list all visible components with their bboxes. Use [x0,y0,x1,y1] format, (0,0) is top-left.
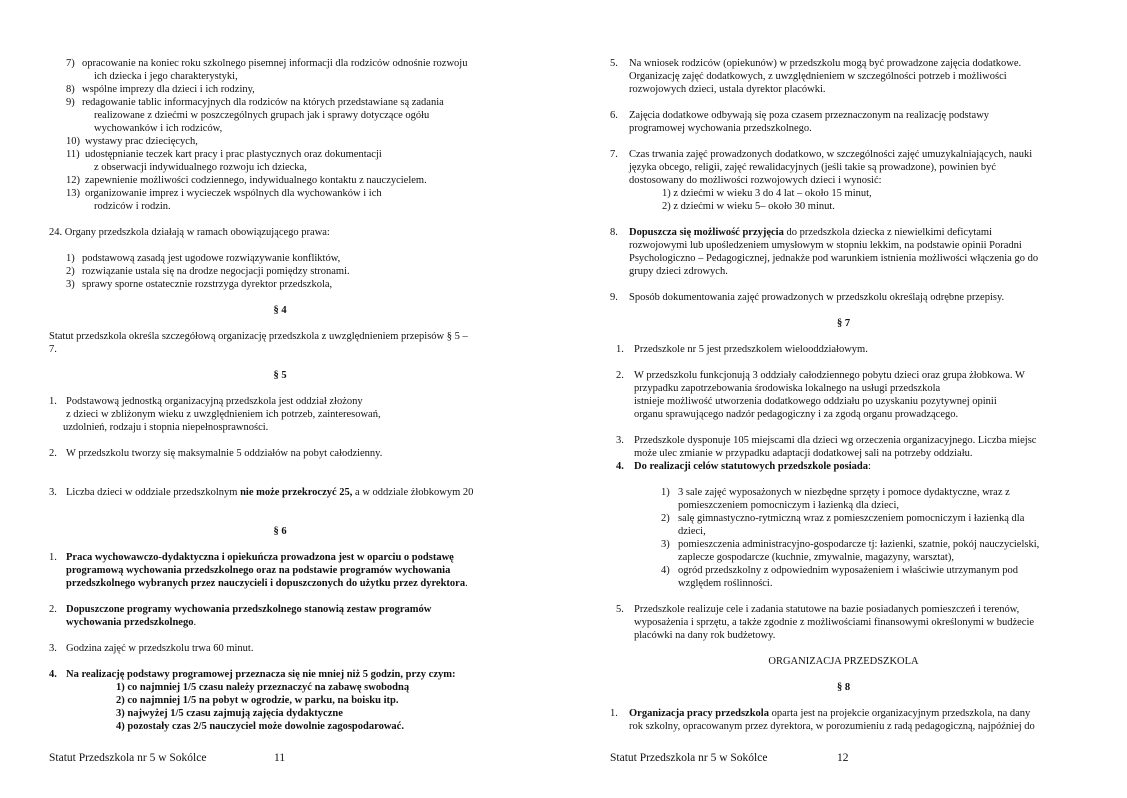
list-number: 7) [66,58,75,69]
list-item-text: zapewnienie możliwości codziennego, indywidualnego kontaktu z nauczycielem. [85,175,427,186]
list-number: 3. [616,435,624,446]
page-footer: Statut Przedszkola nr 5 w Sokólce [49,752,207,764]
list-number: 9. [610,292,618,303]
list-item-text: salę gimnastyczno-rytmiczną wraz z pomieszczeniem pomocniczym i łazienką dla [678,513,1025,524]
list-item-text: sprawy sporne ostatecznie rozstrzyga dyrektor przedszkola, [82,279,333,290]
section-6-point-4: Na realizację podstawy programowej przeznacza się nie mniej niż 5 godzin, przy czym: [66,669,456,680]
section-6-point-1: przedszkolnego wybranych przez nauczycieli i dopuszczonych do użytku przez dyrektora. [66,578,468,589]
list-number: 1. [49,552,57,563]
point-7-text: Czas trwania zajęć prowadzonych dodatkowo, w szczególności zajęć umuzykalniających, nauki [629,149,1033,160]
section-5-point-3: Liczba dzieci w oddziale przedszkolnym nie może przekroczyć 25, a w oddziale żłobkowym 20 [66,487,474,498]
list-number: 8) [66,84,75,95]
section-7-point-3: Przedszkole dysponuje 105 miejscami dla dzieci wg orzeczenia organizacyjnego. Liczba miejsc [634,435,1037,446]
list-number: 5. [610,58,618,69]
list-number: 4. [616,461,624,472]
list-number: 6. [610,110,618,121]
point-8-text: grupy dzieci zdrowych. [629,266,728,277]
section-8-point-1: rok szkolny, opracowanym przez dyrektora, w porozumieniu z radą pedagogiczną, najpóźniej do [629,721,1035,732]
list-item-text: wspólne imprezy dla dzieci i ich rodziny, [82,84,255,95]
list-number: 2) [661,513,670,524]
point-8-text: Dopuszcza się możliwość przyjęcia do przedszkola dziecka z niewielkimi deficytami [629,227,993,238]
list-number: 11) [66,149,80,160]
list-item-text: pomieszczenia administracyjno-gospodarcze tj: łazienki, szatnie, pokój nauczycielski, [678,539,1040,550]
list-item-text: redagowanie tablic informacyjnych dla rodziców na których przedstawiane są zadania [82,97,444,108]
duration-item: 2) z dziećmi w wieku 5– około 30 minut. [662,201,835,212]
page-footer: Statut Przedszkola nr 5 w Sokólce [610,752,768,764]
list-item-text: wystawy prac dziecięcych, [85,136,198,147]
section-4-text: 7. [49,344,57,355]
point-8-text: rozwojowymi lub upośledzeniem umysłowym w stopniu lekkim, na podstawie opinii Poradni [629,240,1022,251]
list-number: 3. [49,643,57,654]
section-7-point-5: Przedszkole realizuje cele i zadania statutowe na bazie posiadanych pomieszczeń i terenów, [634,604,1020,615]
point-5-text: Organizację zajęć dodatkowych, z uwzględnieniem w szczególności potrzeb i możliwości [629,71,1007,82]
right-page [560,0,1127,798]
page-number: 12 [837,752,849,764]
section-6-point-2: wychowania przedszkolnego. [66,617,197,628]
duration-item: 1) z dziećmi w wieku 3 do 4 lat – około 15 minut, [662,188,872,199]
list-number: 3) [661,539,670,550]
section-7-point-2: przypadku zapotrzebowania środowiska lokalnego na usługi przedszkola [634,383,941,394]
point-5-text: Na wniosek rodziców (opiekunów) w przedszkolu mogą być prowadzone zajęcia dodatkowe. [629,58,1022,69]
list-item-text: organizowanie imprez i wycieczek wspólnych dla wychowanków i ich [85,188,382,199]
list-number: 2. [616,370,624,381]
list-number: 2. [49,448,57,459]
list-number: 1. [49,396,57,407]
section-7-point-4: Do realizacji celów statutowych przedszkole posiada: [634,461,871,472]
list-number: 1) [66,253,75,264]
time-allocation-item: 3) najwyżej 1/5 czasu zajmują zajęcia dydaktyczne [116,708,343,719]
time-allocation-item: 2) co najmniej 1/5 na pobyt w ogrodzie, w parku, na boisku itp. [116,695,399,706]
section-7-point-2: organu sprawującego nadzór pedagogiczny i za zgodą organu prowadzącego. [634,409,959,420]
list-item-text: ogród przedszkolny z odpowiednim wyposażeniem i właściwie utrzymanym pod [678,565,1018,576]
list-number: 1. [610,708,618,719]
section-7-point-1: Przedszkole nr 5 jest przedszkolem wielooddziałowym. [634,344,868,355]
time-allocation-item: 4) pozostały czas 2/5 nauczyciel może dowolnie zagospodarować. [116,721,404,732]
list-item-text: zaplecze gospodarcze (kuchnie, zmywalnie, magazyny, warsztat), [678,552,954,563]
list-item-text: rozwiązanie ustala się na drodze negocjacji pomiędzy stronami. [82,266,350,277]
list-number: 10) [66,136,80,147]
section-7-point-2: W przedszkolu funkcjonują 3 oddziały całodziennego pobytu dzieci oraz grupa żłobkowa. W [634,370,1025,381]
point-7-text: języka obcego, religii, zajęć rewalidacyjnych (jeśli takie są prowadzone), powinien być [629,162,997,173]
point-8-text: Psychologiczno – Pedagogicznej, jednakże pod warunkiem istnienia możliwości włączenia go do [629,253,1039,264]
list-number: 2) [66,266,75,277]
paragraph-24: 24. Organy przedszkola działają w ramach obowiązującego prawa: [49,227,330,238]
list-item-text: podstawową zasadą jest ugodowe rozwiązywanie konfliktów, [82,253,341,264]
section-7-point-5: placówki na dany rok budżetowy. [634,630,776,641]
section-heading-5: § 5 [273,370,287,381]
list-item-text: względem roślinności. [678,578,773,589]
list-item-text: wychowanków i ich rodziców, [94,123,223,134]
section-8-point-1: Organizacja pracy przedszkola oparta jest na projekcie organizacyjnym przedszkola, na dany [629,708,1031,719]
list-item-text: rodziców i rodzin. [94,201,171,212]
point-6-text: programowej wychowania przedszkolnego. [629,123,812,134]
list-item-text: pomieszczeniem pomocniczym i łazienką dla dzieci, [678,500,899,511]
list-number: 3. [49,487,57,498]
section-6-point-2: Dopuszczone programy wychowania przedszkolnego stanowią zestaw programów [66,604,432,615]
section-6-point-1: Praca wychowawczo-dydaktyczna i opiekuńcza prowadzona jest w oparciu o podstawę [66,552,454,563]
list-number: 7. [610,149,618,160]
list-item-text: ich dziecka i jego charakterystyki, [94,71,238,82]
list-item-text: dzieci, [678,526,706,537]
list-item-text: realizowane z dziećmi w poszczególnych grupach jak i sprawy dotyczące ogółu [94,110,430,121]
section-4-text: Statut przedszkola określa szczegółową organizację przedszkola z uwzględnieniem przepisów § 5 – [49,331,468,342]
list-number: 1) [661,487,670,498]
section-6-point-3: Godzina zajęć w przedszkolu trwa 60 minut. [66,643,254,654]
list-number: 1. [616,344,624,355]
section-7-point-2: istnieje możliwość utworzenia dodatkowego oddziału po uzyskaniu pozytywnej opinii [634,396,997,407]
page-number: 11 [274,752,286,764]
list-item-text: opracowanie na koniec roku szkolnego pisemnej informacji dla rodziców odnośnie rozwoju [82,58,468,69]
list-number: 5. [616,604,624,615]
point-6-text: Zajęcia dodatkowe odbywają się poza czasem przeznaczonym na realizację podstawy [629,110,990,121]
list-item-text: z obserwacji indywidualnego rozwoju ich dziecka, [94,162,307,173]
section-7-point-5: wyposażenia i sprzętu, a także zgodnie z możliwościami finansowymi określonymi w budżecie [634,617,1035,628]
section-5-point-1: z dzieci w zbliżonym wieku z uwzględnieniem ich potrzeb, zainteresowań, [66,409,381,420]
point-5-text: rozwojowych dzieci, ustala dyrektor placówki. [629,84,826,95]
section-5-point-2: W przedszkolu tworzy się maksymalnie 5 oddziałów na pobyt całodzienny. [66,448,383,459]
list-number: 2. [49,604,57,615]
time-allocation-item: 1) co najmniej 1/5 czasu należy przeznaczyć na zabawę swobodną [116,682,410,693]
list-item-text: 3 sale zajęć wyposażonych w niezbędne sprzęty i pomoce dydaktyczne, wraz z [678,487,1010,498]
section-heading-8: § 8 [836,682,851,693]
list-number: 12) [66,175,80,186]
left-page [0,0,560,798]
list-item-text: udostępnianie teczek kart pracy i prac plastycznych oraz dokumentacji [85,149,382,160]
point-7-text: dostosowany do możliwości rozwojowych dzieci i wynosić: [629,175,882,186]
section-heading-4: § 4 [273,305,287,316]
list-number: 8. [610,227,618,238]
list-number: 13) [66,188,80,199]
section-5-point-1: Podstawową jednostką organizacyjną przedszkola jest oddział złożony [66,396,363,407]
section-7-point-3: może ulec zmianie w przypadku adaptacji dodatkowej sali na potrzeby oddziału. [634,448,973,459]
point-9-text: Sposób dokumentowania zajęć prowadzonych w przedszkolu określają odrębne przepisy. [629,292,1005,303]
section-heading-6: § 6 [273,526,287,537]
section-heading-7: § 7 [836,318,851,329]
section-5-point-1: uzdolnień, rodzaju i stopnia niepełnosprawności. [63,422,269,433]
section-6-point-1: programową wychowania przedszkolnego oraz na podstawie programów wychowania [66,565,451,576]
list-number: 9) [66,97,75,108]
organization-heading: ORGANIZACJA PRZEDSZKOLA [768,656,919,667]
list-number: 3) [66,279,75,290]
list-number: 4) [661,565,670,576]
list-number: 4. [49,669,57,680]
